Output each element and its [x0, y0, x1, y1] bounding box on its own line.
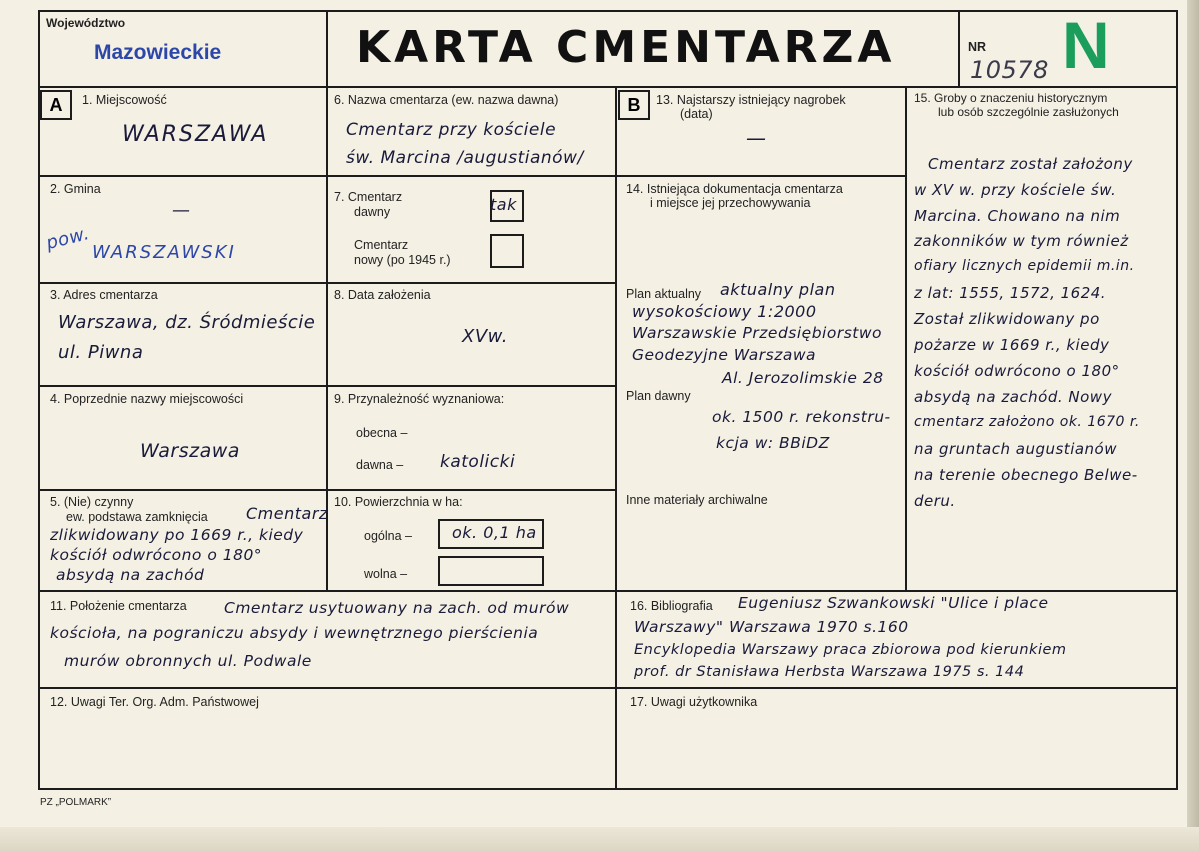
f1-label: 1. Miejscowość — [82, 93, 167, 107]
f2-value: WARSZAWSKI — [92, 242, 236, 263]
f14-pa-line1: aktualny plan — [720, 280, 836, 299]
wojewodztwo-label: Województwo — [46, 16, 126, 30]
f14-plan-dawny-label: Plan dawny — [626, 389, 691, 403]
f14-pd-line1: ok. 1500 r. rekonstru- — [712, 408, 891, 426]
f15-line: na terenie obecnego Belwe- — [914, 466, 1138, 484]
c1-line-2 — [38, 282, 326, 284]
f5-line3: kościół odwrócono o 180° — [50, 546, 263, 564]
f15-line: absydą na zachód. Nowy — [914, 388, 1112, 406]
c2-line-2 — [326, 282, 615, 284]
f10-wolna-box — [438, 556, 544, 586]
col-divider-2 — [615, 86, 617, 790]
f15-line: Został zlikwidowany po — [914, 310, 1100, 328]
wojewodztwo-stamp: Mazowieckie — [94, 41, 222, 64]
f14-pa-line5: Al. Jerozolimskie 28 — [722, 369, 884, 387]
f15-line: ofiary licznych epidemii m.in. — [914, 258, 1135, 274]
header-divider-left — [326, 10, 328, 86]
f4-label: 4. Poprzednie nazwy miejscowości — [50, 392, 244, 406]
f10-ogolna-label: ogólna – — [364, 529, 412, 543]
f10-label: 10. Powierzchnia w ha: — [334, 495, 463, 509]
f12-label: 12. Uwagi Ter. Org. Adm. Państwowej — [50, 695, 259, 709]
f9-label: 9. Przynależność wyznaniowa: — [334, 392, 505, 406]
f7-label-nowy-2: nowy (po 1945 r.) — [354, 253, 451, 267]
f15-line: deru. — [914, 492, 956, 510]
f14-pd-line2: kcja w: BBiDZ — [716, 434, 830, 452]
card-title: KARTA CMENTARZA — [356, 22, 896, 73]
section-b-box: B — [618, 90, 650, 120]
f10-ogolna-value: ok. 0,1 ha — [452, 523, 537, 542]
f14-label-1: 14. Istniejąca dokumentacja cmentarza — [626, 182, 843, 196]
f15-line: cmentarz założono ok. 1670 r. — [914, 414, 1140, 430]
row-line-12 — [38, 687, 1178, 689]
f2-prefix: pow. — [44, 223, 92, 254]
f6-line1: Cmentarz przy kościele — [346, 120, 557, 140]
printer-imprint: PZ „POLMARK” — [40, 797, 112, 808]
section-a-box: A — [40, 90, 72, 120]
f11-label: 11. Położenie cmentarza — [50, 599, 187, 613]
card-bottom-edge — [0, 827, 1199, 851]
f14-label-2: i miejsce jej przechowywania — [650, 196, 811, 210]
f15-line: na gruntach augustianów — [914, 440, 1117, 458]
f5-line1: Cmentarz — [246, 504, 328, 523]
f1-value: WARSZAWA — [122, 122, 269, 147]
f17-label: 17. Uwagi użytkownika — [630, 695, 758, 709]
f5-line2: zlikwidowany po 1669 r., kiedy — [50, 526, 304, 544]
f10-wolna-label: wolna – — [364, 567, 408, 581]
f13-value: — — [746, 126, 767, 150]
f11-line1: Cmentarz usytuowany na zach. od murów — [224, 599, 570, 617]
c1-line-3 — [38, 385, 326, 387]
nr-value: 10578 — [970, 56, 1049, 84]
f16-line3: Encyklopedia Warszawy praca zbiorowa pod kierunkiem — [634, 642, 1067, 658]
header-divider-right — [958, 10, 960, 86]
f16-line1: Eugeniusz Szwankowski "Ulice i place — [738, 594, 1049, 612]
c2-line-1 — [326, 175, 615, 177]
f15-label-1: 15. Groby o znaczeniu historycznym — [914, 91, 1108, 105]
f14-inne-label: Inne materiały archiwalne — [626, 493, 768, 507]
f15-line: z lat: 1555, 1572, 1624. — [914, 284, 1107, 302]
f7-label-dawny-1: 7. Cmentarz — [334, 190, 403, 204]
f15-label-2: lub osób szczególnie zasłużonych — [938, 105, 1119, 119]
f3-line2: ul. Piwna — [58, 342, 144, 363]
f13-label-1: 13. Najstarszy istniejący nagrobek — [656, 93, 846, 107]
f2-dash: — — [172, 200, 191, 221]
f15-line: pożarze w 1669 r., kiedy — [914, 336, 1110, 354]
c2-line-4 — [326, 489, 615, 491]
c3-line-1 — [615, 175, 905, 177]
f9-dawna-label: dawna – — [356, 458, 404, 472]
header-bottom-line — [38, 86, 1178, 88]
f16-line4: prof. dr Stanisława Herbsta Warszawa 1975 s. 144 — [634, 664, 1025, 680]
f3-label: 3. Adres cmentarza — [50, 288, 158, 302]
f7-label-nowy-1: Cmentarz — [354, 238, 409, 252]
f6-line2: św. Marcina /augustianów/ — [346, 148, 584, 168]
f5-label-2: ew. podstawa zamknięcia — [66, 510, 208, 524]
f9-obecna-label: obecna – — [356, 426, 408, 440]
f5-line4: absydą na zachód — [56, 566, 205, 584]
f5-label-1: 5. (Nie) czynny — [50, 495, 134, 509]
c2-line-3 — [326, 385, 615, 387]
f13-label-2: (data) — [680, 107, 713, 121]
f9-dawna-value: katolicki — [440, 452, 516, 472]
f3-line1: Warszawa, dz. Śródmieście — [58, 312, 316, 333]
f7-nowy-checkbox — [490, 234, 524, 268]
f8-label: 8. Data założenia — [334, 288, 431, 302]
f14-pa-line2: wysokościowy 1:2000 — [632, 302, 817, 321]
col-divider-3 — [905, 86, 907, 592]
f8-value: XVw. — [462, 326, 508, 347]
f15-line: kościół odwrócono o 180° — [914, 362, 1120, 380]
f15-line: Cmentarz został założony — [928, 155, 1133, 173]
f2-label: 2. Gmina — [50, 182, 101, 196]
f7-label-dawny-2: dawny — [354, 205, 391, 219]
green-n-mark: N — [1062, 8, 1110, 82]
row-line-bottom-body — [38, 590, 1178, 592]
f4-value: Warszawa — [140, 440, 240, 462]
f14-plan-aktualny-label: Plan aktualny — [626, 287, 702, 301]
f16-label: 16. Bibliografia — [630, 599, 713, 613]
f14-pa-line3: Warszawskie Przedsiębiorstwo — [632, 324, 883, 342]
f15-line: Marcina. Chowano na nim — [914, 207, 1121, 225]
f11-line3: murów obronnych ul. Podwale — [64, 652, 312, 670]
f6-label: 6. Nazwa cmentarza (ew. nazwa dawna) — [334, 93, 559, 107]
f16-line2: Warszawy" Warszawa 1970 s.160 — [634, 618, 909, 636]
f15-line: w XV w. przy kościele św. — [914, 181, 1117, 199]
c1-line-1 — [38, 175, 326, 177]
c1-line-4 — [38, 489, 326, 491]
f7-dawny-value: tak — [490, 195, 517, 214]
f14-pa-line4: Geodezyjne Warszawa — [632, 346, 817, 364]
nr-label: NR — [968, 40, 987, 54]
f15-line: zakonników w tym również — [914, 232, 1129, 250]
f11-line2: kościoła, na pograniczu absydy i wewnętrznego pierścienia — [50, 624, 539, 642]
card-right-edge — [1187, 0, 1199, 851]
